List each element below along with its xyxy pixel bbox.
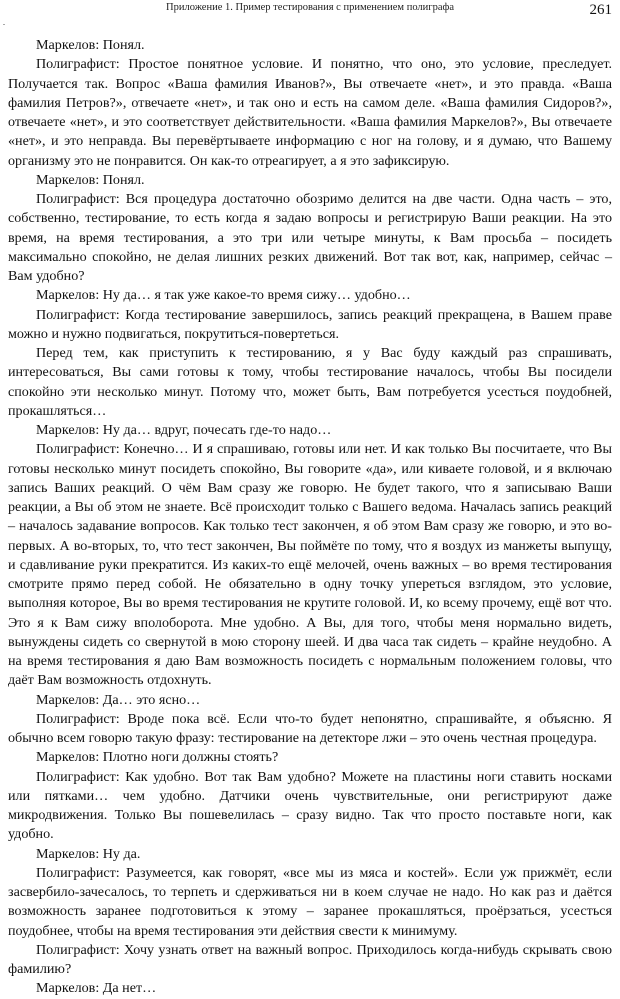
paragraph: Полиграфист: Вся процедура достаточно обозримо делится на две части. Одна часть – это, собственно, тестирование, то есть когда я задаю вопросы и регистрирую Ваши реакции. На это время, на время тестирования, а это три или четыре минуты, к Вам просьба – посидеть максимально спокойно, не делая лишних резких движений. Вот так вот, как, например, сейчас – Вам удобно?: [8, 191, 612, 284]
paragraph: Маркелов: Да… это ясно…: [36, 691, 201, 708]
paragraph: Маркелов: Понял.: [36, 171, 145, 188]
paragraph: Полиграфист: Как удобно. Вот так Вам удобно? Можете на пластины ноги ставить носками или пятками… чем удобно. Датчики очень чувствительные, они регистрируют даже микродвижения. Только Вы пошевелилась – сразу видно. Так что просто поставьте ноги, как удобно.: [8, 768, 612, 843]
paragraph: Полиграфист: Вроде пока всё. Если что-то будет непонятно, спрашивайте, я объясню. Я обычно всем говорю такую фразу: тестирование на детекторе лжи – это очень честная процедура.: [8, 710, 612, 746]
paragraph: Полиграфист: Разумеется, как говорят, «все мы из мяса и костей». Если уж прижмёт, если засвербило-зачесалось, то терпеть и сдерживаться ни в коем случае не надо. Но как раз и даётся возможность заранее подготовиться к этому – заранее прокашляться, проёрзаться, усесться поудобнее, чтобы на время тестирования эти действия свести к минимуму.: [8, 864, 612, 939]
running-header: Приложение 1. Пример тестирования с применением полиграфа: [166, 2, 454, 13]
paragraph: Полиграфист: Когда тестирование завершилось, запись реакций прекращена, в Вашем праве можно и нужно подвигаться, покрутиться-повертеться.: [8, 306, 612, 342]
paragraph: Перед тем, как приступить к тестированию, я у Вас буду каждый раз спрашивать, интересоваться, Вы сами готовы к тому, чтобы тестирование началось, чтобы Вы посидели спокойно эти несколько минут. Потому что, может быть, Вам потребуется усесться поудобней, прокашляться…: [8, 345, 612, 419]
paragraph: Маркелов: Ну да… вдруг, почесать где-то надо…: [36, 422, 332, 438]
paragraph: Маркелов: Ну да… я так уже какое-то время сижу… удобно…: [36, 287, 411, 304]
page-body: [8, 36, 612, 999]
paragraph: Полиграфист: Хочу узнать ответ на важный вопрос. Приходилось когда-нибудь скрывать свою фамилию?: [8, 941, 612, 977]
paragraph: Маркелов: Плотно ноги должны стоять?: [36, 749, 279, 766]
paragraph: Маркелов: Да нет…: [36, 980, 157, 997]
paragraph: Полиграфист: Конечно… И я спрашиваю, готовы или нет. И как только Вы посчитаете, что Вы готовы несколько минут посидеть спокойно, Вы говорите «да», или киваете головой, и я включаю запись Ваших реакций. О чём Вам сразу же говорю. Не будет такого, что я записываю Ваши реакции, а Вы об этом не знаете. Всё происходит только с Вашего ведома. Началась запись реакций – началось задавание вопросов. Как только тест закончен, я об этом Вам сразу же говорю, и это во-первых. А во-вторых, то, что тест закончен, Вы поймёте по тому, что я воздух из манжеты выпущу, и сдавливание руки прекратится. Из каких-то ещё мелочей, очень важных – во время тестирования смотрите прямо перед собой. Не обязательно в одну точку упереться взглядом, это условие, выполняя которое, Вы во время тестирования не крутите головой. И, ко всему прочему, ещё вот что. Это я к Вам сижу вполоборота. Мне удобно. А Вы, для того, чтобы меня нормально видеть, вынуждены сидеть со свернутой в мою сторону шеей. И два часа так сидеть – крайне неудобно. А на время тестирования я даю Вам возможность посидеть с нормальным положением головы, что даёт Вам возможность отдохнуть.: [8, 441, 612, 689]
scan-speck: .: [3, 18, 5, 27]
page-number: 261: [589, 2, 612, 18]
paragraph: Полиграфист: Простое понятное условие. И понятно, что оно, это условие, преследует. Получается так. Вопрос «Ваша фамилия Иванов?», Вы отвечаете «нет», и это правда. «Ваша фамилия Петров?», отвечаете «нет», и так оно и есть на самом деле. «Ваша фамилия Сидоров?», отвечаете «нет», и это соответствует действительности. «Ваша фамилия Маркелов?», Вы отвечаете «нет», и это неправда. Вы перевёртываете информацию с ног на голову, и я думаю, что Вашему организму это не понравится. Он как-то отреагирует, а я это зафиксирую.: [8, 56, 612, 169]
paragraph: Маркелов: Понял.: [36, 37, 145, 53]
paragraph: Маркелов: Ну да.: [36, 845, 141, 862]
